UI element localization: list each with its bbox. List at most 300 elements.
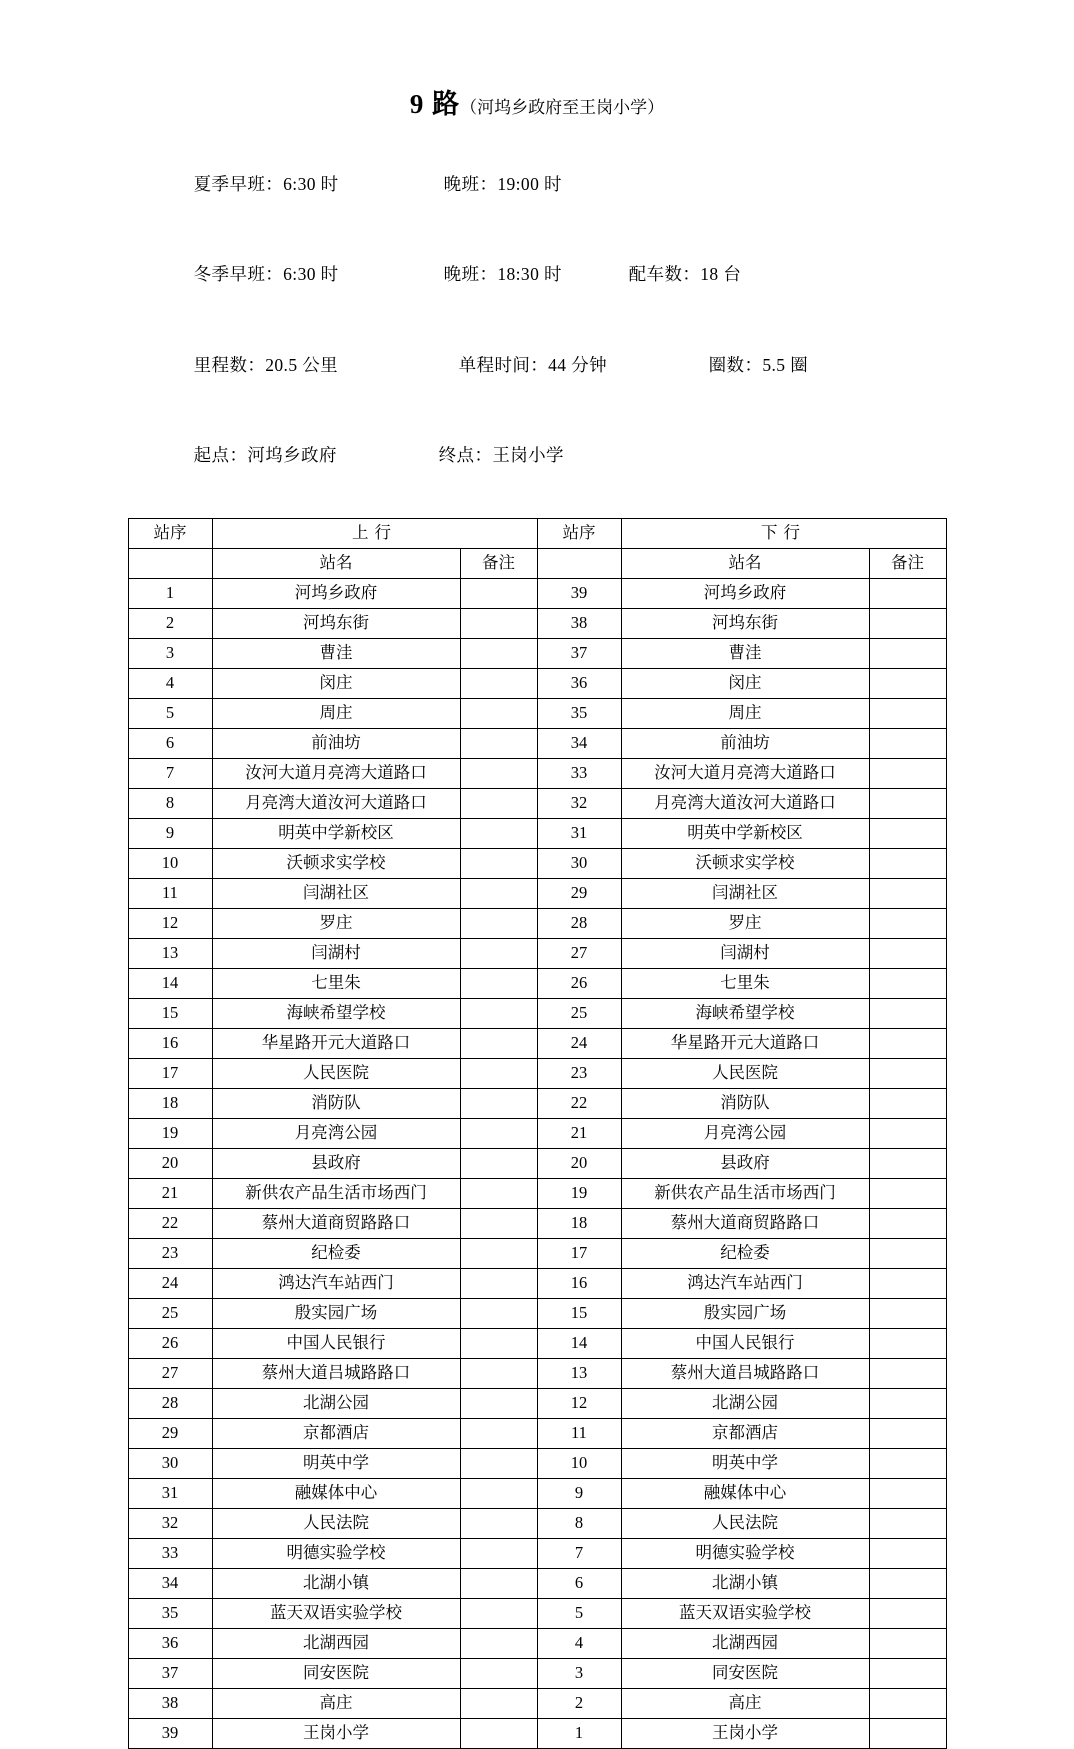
table-row <box>128 879 946 909</box>
cell-station-down: 闵庄 <box>621 669 869 699</box>
cell-seq-down: 32 <box>537 789 621 819</box>
cell-seq-up: 32 <box>128 1509 212 1539</box>
cell-seq-down: 37 <box>537 639 621 669</box>
table-row <box>128 999 946 1029</box>
cell-seq-down: 4 <box>537 1629 621 1659</box>
summer-last-bus: 晚班：19:00 时 <box>443 174 562 195</box>
cell-station-down: 海峡希望学校 <box>621 999 869 1029</box>
cell-note-up <box>460 699 537 729</box>
cell-seq-down: 31 <box>537 819 621 849</box>
cell-seq-down: 29 <box>537 879 621 909</box>
cell-seq-up: 30 <box>128 1449 212 1479</box>
cell-station-up: 七里朱 <box>212 969 460 999</box>
cell-note-down <box>869 1629 946 1659</box>
cell-seq-up: 39 <box>128 1719 212 1749</box>
cell-station-down: 周庄 <box>621 699 869 729</box>
cell-seq-down: 5 <box>537 1599 621 1629</box>
cell-seq-up: 27 <box>128 1359 212 1389</box>
subheader-note-down: 备注 <box>869 549 946 579</box>
cell-seq-up: 23 <box>128 1239 212 1269</box>
cell-station-up: 沃顿求实学校 <box>212 849 460 879</box>
cell-note-down <box>869 1599 946 1629</box>
table-row <box>128 1479 946 1509</box>
cell-station-up: 蔡州大道吕城路路口 <box>212 1359 460 1389</box>
cell-station-down: 北湖西园 <box>621 1629 869 1659</box>
cell-station-up: 明英中学 <box>212 1449 460 1479</box>
cell-note-up <box>460 1209 537 1239</box>
cell-note-down <box>869 1659 946 1689</box>
cell-note-up <box>460 669 537 699</box>
cell-seq-down: 30 <box>537 849 621 879</box>
cell-note-up <box>460 1629 537 1659</box>
cell-seq-down: 25 <box>537 999 621 1029</box>
cell-seq-down: 28 <box>537 909 621 939</box>
cell-station-down: 殷实园广场 <box>621 1299 869 1329</box>
summer-first-bus: 夏季早班：6:30 时 <box>193 174 339 195</box>
end-point: 终点：王岗小学 <box>438 444 564 465</box>
cell-station-up: 人民医院 <box>212 1059 460 1089</box>
cell-station-down: 罗庄 <box>621 909 869 939</box>
cell-seq-up: 38 <box>128 1689 212 1719</box>
cell-seq-up: 5 <box>128 699 212 729</box>
table-row <box>128 1389 946 1419</box>
stop-schedule-table <box>128 518 947 1749</box>
cell-seq-down: 33 <box>537 759 621 789</box>
table-subheader-row <box>128 549 946 579</box>
cell-station-down: 闫湖村 <box>621 939 869 969</box>
cell-station-down: 明德实验学校 <box>621 1539 869 1569</box>
cell-note-up <box>460 969 537 999</box>
cell-seq-down: 6 <box>537 1569 621 1599</box>
cell-seq-up: 12 <box>128 909 212 939</box>
table-header-row <box>128 519 946 549</box>
cell-station-up: 蓝天双语实验学校 <box>212 1599 460 1629</box>
table-row <box>128 1329 946 1359</box>
cell-station-up: 北湖小镇 <box>212 1569 460 1599</box>
cell-note-down <box>869 1089 946 1119</box>
table-row <box>128 1629 946 1659</box>
table-row <box>128 1089 946 1119</box>
cell-station-down: 人民医院 <box>621 1059 869 1089</box>
cell-note-down <box>869 789 946 819</box>
cell-seq-up: 35 <box>128 1599 212 1629</box>
cell-note-up <box>460 609 537 639</box>
cell-seq-up: 3 <box>128 639 212 669</box>
table-row <box>128 849 946 879</box>
cell-station-down: 同安医院 <box>621 1659 869 1689</box>
cell-station-down: 蓝天双语实验学校 <box>621 1599 869 1629</box>
table-row <box>128 1239 946 1269</box>
cell-station-up: 汝河大道月亮湾大道路口 <box>212 759 460 789</box>
cell-seq-up: 4 <box>128 669 212 699</box>
cell-station-down: 鸿达汽车站西门 <box>621 1269 869 1299</box>
cell-station-up: 消防队 <box>212 1089 460 1119</box>
cell-station-down: 七里朱 <box>621 969 869 999</box>
winter-first-bus: 冬季早班：6:30 时 <box>193 264 339 285</box>
cell-note-down <box>869 1569 946 1599</box>
cell-station-down: 京都酒店 <box>621 1419 869 1449</box>
cell-note-down <box>869 1479 946 1509</box>
cell-seq-down: 21 <box>537 1119 621 1149</box>
cell-note-up <box>460 1509 537 1539</box>
cell-seq-up: 20 <box>128 1149 212 1179</box>
cell-station-up: 新供农产品生活市场西门 <box>212 1179 460 1209</box>
cell-station-down: 蔡州大道商贸路路口 <box>621 1209 869 1239</box>
cell-note-down <box>869 849 946 879</box>
cell-note-up <box>460 789 537 819</box>
cell-note-up <box>460 759 537 789</box>
info-line-3 <box>165 320 1004 410</box>
cell-note-up <box>460 1179 537 1209</box>
cell-note-up <box>460 909 537 939</box>
cell-seq-down: 15 <box>537 1299 621 1329</box>
cell-station-up: 曹洼 <box>212 639 460 669</box>
cell-station-down: 汝河大道月亮湾大道路口 <box>621 759 869 789</box>
subheader-blank-up <box>128 549 212 579</box>
cell-note-up <box>460 1029 537 1059</box>
cell-station-up: 周庄 <box>212 699 460 729</box>
header-direction-up: 上行 <box>212 519 537 549</box>
cell-note-down <box>869 819 946 849</box>
cell-station-up: 同安医院 <box>212 1659 460 1689</box>
cell-note-up <box>460 1329 537 1359</box>
cell-seq-down: 38 <box>537 609 621 639</box>
cell-note-down <box>869 1329 946 1359</box>
route-info <box>165 139 1004 500</box>
cell-note-down <box>869 699 946 729</box>
table-row <box>128 1599 946 1629</box>
cell-note-up <box>460 1719 537 1749</box>
cell-seq-down: 17 <box>537 1239 621 1269</box>
cell-station-down: 人民法院 <box>621 1509 869 1539</box>
winter-last-bus: 晚班：18:30 时 <box>443 264 562 285</box>
table-row <box>128 1449 946 1479</box>
cell-seq-down: 27 <box>537 939 621 969</box>
cell-note-up <box>460 639 537 669</box>
cell-station-down: 明英中学新校区 <box>621 819 869 849</box>
cell-seq-up: 22 <box>128 1209 212 1239</box>
table-row <box>128 699 946 729</box>
mileage: 里程数：20.5 公里 <box>193 354 339 375</box>
cell-note-up <box>460 1269 537 1299</box>
cell-seq-up: 34 <box>128 1569 212 1599</box>
cell-note-down <box>869 609 946 639</box>
table-row <box>128 1269 946 1299</box>
cell-station-up: 人民法院 <box>212 1509 460 1539</box>
table-row <box>128 1359 946 1389</box>
table-row <box>128 639 946 669</box>
subheader-blank-down <box>537 549 621 579</box>
cell-seq-down: 10 <box>537 1449 621 1479</box>
cell-seq-down: 22 <box>537 1089 621 1119</box>
cell-note-down <box>869 939 946 969</box>
cell-station-up: 闫湖社区 <box>212 879 460 909</box>
cell-note-up <box>460 1089 537 1119</box>
cell-station-up: 明德实验学校 <box>212 1539 460 1569</box>
cell-station-up: 前油坊 <box>212 729 460 759</box>
table-row <box>128 969 946 999</box>
cell-seq-up: 2 <box>128 609 212 639</box>
cell-station-up: 北湖公园 <box>212 1389 460 1419</box>
cell-note-down <box>869 1119 946 1149</box>
cell-seq-up: 9 <box>128 819 212 849</box>
cell-note-down <box>869 1359 946 1389</box>
table-row <box>128 1569 946 1599</box>
cell-seq-up: 25 <box>128 1299 212 1329</box>
cell-seq-down: 18 <box>537 1209 621 1239</box>
cell-note-down <box>869 999 946 1029</box>
loop-count: 圈数：5.5 圈 <box>708 354 809 375</box>
table-row <box>128 1029 946 1059</box>
cell-note-down <box>869 1029 946 1059</box>
cell-note-down <box>869 669 946 699</box>
cell-station-up: 蔡州大道商贸路路口 <box>212 1209 460 1239</box>
table-row <box>128 609 946 639</box>
cell-note-down <box>869 759 946 789</box>
cell-note-up <box>460 939 537 969</box>
table-row <box>128 789 946 819</box>
cell-seq-up: 28 <box>128 1389 212 1419</box>
cell-seq-down: 14 <box>537 1329 621 1359</box>
cell-station-up: 海峡希望学校 <box>212 999 460 1029</box>
cell-seq-up: 1 <box>128 579 212 609</box>
header-direction-down: 下行 <box>621 519 946 549</box>
cell-station-down: 北湖公园 <box>621 1389 869 1419</box>
cell-station-down: 融媒体中心 <box>621 1479 869 1509</box>
cell-note-down <box>869 1209 946 1239</box>
cell-note-down <box>869 1719 946 1749</box>
cell-station-down: 月亮湾公园 <box>621 1119 869 1149</box>
cell-station-up: 明英中学新校区 <box>212 819 460 849</box>
cell-note-up <box>460 849 537 879</box>
cell-station-down: 蔡州大道吕城路路口 <box>621 1359 869 1389</box>
cell-note-down <box>869 639 946 669</box>
cell-note-up <box>460 729 537 759</box>
table-row <box>128 1719 946 1749</box>
info-line-1 <box>165 139 1004 229</box>
cell-seq-up: 21 <box>128 1179 212 1209</box>
cell-seq-up: 29 <box>128 1419 212 1449</box>
cell-station-up: 纪检委 <box>212 1239 460 1269</box>
cell-station-down: 明英中学 <box>621 1449 869 1479</box>
cell-station-up: 高庄 <box>212 1689 460 1719</box>
table-row <box>128 1509 946 1539</box>
cell-station-down: 消防队 <box>621 1089 869 1119</box>
cell-station-down: 河坞东街 <box>621 609 869 639</box>
cell-note-down <box>869 1509 946 1539</box>
cell-seq-up: 16 <box>128 1029 212 1059</box>
cell-note-down <box>869 1179 946 1209</box>
cell-seq-up: 24 <box>128 1269 212 1299</box>
table-row <box>128 1419 946 1449</box>
cell-note-up <box>460 1689 537 1719</box>
cell-note-down <box>869 969 946 999</box>
table-row <box>128 1659 946 1689</box>
cell-seq-up: 7 <box>128 759 212 789</box>
table-row <box>128 1299 946 1329</box>
cell-note-up <box>460 1059 537 1089</box>
cell-note-up <box>460 1539 537 1569</box>
route-number: 9 路 <box>409 89 461 119</box>
cell-station-up: 闫湖村 <box>212 939 460 969</box>
cell-note-up <box>460 1359 537 1389</box>
cell-seq-up: 8 <box>128 789 212 819</box>
cell-seq-down: 19 <box>537 1179 621 1209</box>
cell-note-up <box>460 1659 537 1689</box>
cell-note-down <box>869 729 946 759</box>
cell-station-up: 殷实园广场 <box>212 1299 460 1329</box>
cell-station-up: 融媒体中心 <box>212 1479 460 1509</box>
cell-seq-down: 35 <box>537 699 621 729</box>
cell-note-up <box>460 1389 537 1419</box>
table-row <box>128 819 946 849</box>
cell-seq-down: 16 <box>537 1269 621 1299</box>
cell-station-up: 河坞乡政府 <box>212 579 460 609</box>
table-row <box>128 1119 946 1149</box>
subheader-station-down: 站名 <box>621 549 869 579</box>
subheader-station-up: 站名 <box>212 549 460 579</box>
table-row <box>128 1179 946 1209</box>
cell-station-down: 河坞乡政府 <box>621 579 869 609</box>
cell-station-down: 闫湖社区 <box>621 879 869 909</box>
cell-seq-down: 13 <box>537 1359 621 1389</box>
table-row <box>128 939 946 969</box>
info-line-2 <box>165 229 1004 319</box>
cell-note-up <box>460 1419 537 1449</box>
table-row <box>128 909 946 939</box>
cell-note-down <box>869 1239 946 1269</box>
cell-seq-up: 36 <box>128 1629 212 1659</box>
cell-note-up <box>460 579 537 609</box>
cell-note-down <box>869 909 946 939</box>
table-row <box>128 759 946 789</box>
cell-station-down: 前油坊 <box>621 729 869 759</box>
cell-note-down <box>869 1299 946 1329</box>
cell-station-up: 月亮湾大道汝河大道路口 <box>212 789 460 819</box>
cell-seq-up: 33 <box>128 1539 212 1569</box>
start-point: 起点：河坞乡政府 <box>193 444 337 465</box>
cell-note-up <box>460 1569 537 1599</box>
cell-station-down: 王岗小学 <box>621 1719 869 1749</box>
cell-note-up <box>460 879 537 909</box>
cell-seq-down: 36 <box>537 669 621 699</box>
cell-seq-down: 8 <box>537 1509 621 1539</box>
cell-station-down: 高庄 <box>621 1689 869 1719</box>
cell-note-down <box>869 1539 946 1569</box>
cell-note-down <box>869 1149 946 1179</box>
cell-note-down <box>869 1389 946 1419</box>
cell-seq-up: 18 <box>128 1089 212 1119</box>
cell-station-up: 县政府 <box>212 1149 460 1179</box>
cell-seq-up: 15 <box>128 999 212 1029</box>
table-row <box>128 1149 946 1179</box>
cell-note-up <box>460 1299 537 1329</box>
header-seq-down: 站序 <box>537 519 621 549</box>
info-line-4 <box>165 410 1004 500</box>
cell-seq-down: 24 <box>537 1029 621 1059</box>
cell-seq-down: 26 <box>537 969 621 999</box>
bus-count: 配车数：18 台 <box>628 264 742 285</box>
table-row <box>128 1689 946 1719</box>
cell-station-up: 王岗小学 <box>212 1719 460 1749</box>
cell-note-down <box>869 1449 946 1479</box>
cell-seq-up: 11 <box>128 879 212 909</box>
cell-note-up <box>460 819 537 849</box>
table-row <box>128 579 946 609</box>
cell-station-down: 纪检委 <box>621 1239 869 1269</box>
table-row <box>128 669 946 699</box>
cell-seq-up: 19 <box>128 1119 212 1149</box>
cell-seq-up: 17 <box>128 1059 212 1089</box>
cell-station-up: 中国人民银行 <box>212 1329 460 1359</box>
cell-note-up <box>460 1599 537 1629</box>
cell-note-down <box>869 579 946 609</box>
route-subtitle: （河坞乡政府至王岗小学） <box>460 98 665 117</box>
cell-note-up <box>460 999 537 1029</box>
cell-seq-up: 37 <box>128 1659 212 1689</box>
cell-note-down <box>869 879 946 909</box>
cell-seq-up: 31 <box>128 1479 212 1509</box>
one-way-time: 单程时间：44 分钟 <box>458 354 608 375</box>
cell-note-up <box>460 1119 537 1149</box>
cell-seq-up: 26 <box>128 1329 212 1359</box>
cell-station-up: 河坞东街 <box>212 609 460 639</box>
cell-seq-down: 23 <box>537 1059 621 1089</box>
cell-seq-down: 2 <box>537 1689 621 1719</box>
cell-station-up: 华星路开元大道路口 <box>212 1029 460 1059</box>
cell-station-down: 华星路开元大道路口 <box>621 1029 869 1059</box>
cell-seq-down: 3 <box>537 1659 621 1689</box>
cell-seq-up: 13 <box>128 939 212 969</box>
cell-station-down: 月亮湾大道汝河大道路口 <box>621 789 869 819</box>
cell-seq-down: 12 <box>537 1389 621 1419</box>
cell-seq-up: 6 <box>128 729 212 759</box>
cell-station-down: 新供农产品生活市场西门 <box>621 1179 869 1209</box>
cell-seq-down: 34 <box>537 729 621 759</box>
cell-station-up: 京都酒店 <box>212 1419 460 1449</box>
cell-seq-up: 14 <box>128 969 212 999</box>
cell-station-down: 县政府 <box>621 1149 869 1179</box>
cell-note-up <box>460 1149 537 1179</box>
cell-station-up: 北湖西园 <box>212 1629 460 1659</box>
page-title <box>70 82 1004 121</box>
cell-note-up <box>460 1239 537 1269</box>
cell-note-down <box>869 1419 946 1449</box>
header-seq-up: 站序 <box>128 519 212 549</box>
cell-note-down <box>869 1269 946 1299</box>
table-row <box>128 729 946 759</box>
cell-station-down: 沃顿求实学校 <box>621 849 869 879</box>
cell-seq-down: 20 <box>537 1149 621 1179</box>
cell-seq-down: 11 <box>537 1419 621 1449</box>
cell-station-down: 北湖小镇 <box>621 1569 869 1599</box>
cell-seq-down: 39 <box>537 579 621 609</box>
cell-station-up: 月亮湾公园 <box>212 1119 460 1149</box>
table-row <box>128 1209 946 1239</box>
cell-note-down <box>869 1059 946 1089</box>
cell-station-down: 中国人民银行 <box>621 1329 869 1359</box>
cell-note-up <box>460 1449 537 1479</box>
subheader-note-up: 备注 <box>460 549 537 579</box>
cell-station-up: 鸿达汽车站西门 <box>212 1269 460 1299</box>
cell-seq-up: 10 <box>128 849 212 879</box>
table-row <box>128 1059 946 1089</box>
cell-station-down: 曹洼 <box>621 639 869 669</box>
cell-note-up <box>460 1479 537 1509</box>
cell-seq-down: 7 <box>537 1539 621 1569</box>
cell-seq-down: 1 <box>537 1719 621 1749</box>
cell-station-up: 闵庄 <box>212 669 460 699</box>
